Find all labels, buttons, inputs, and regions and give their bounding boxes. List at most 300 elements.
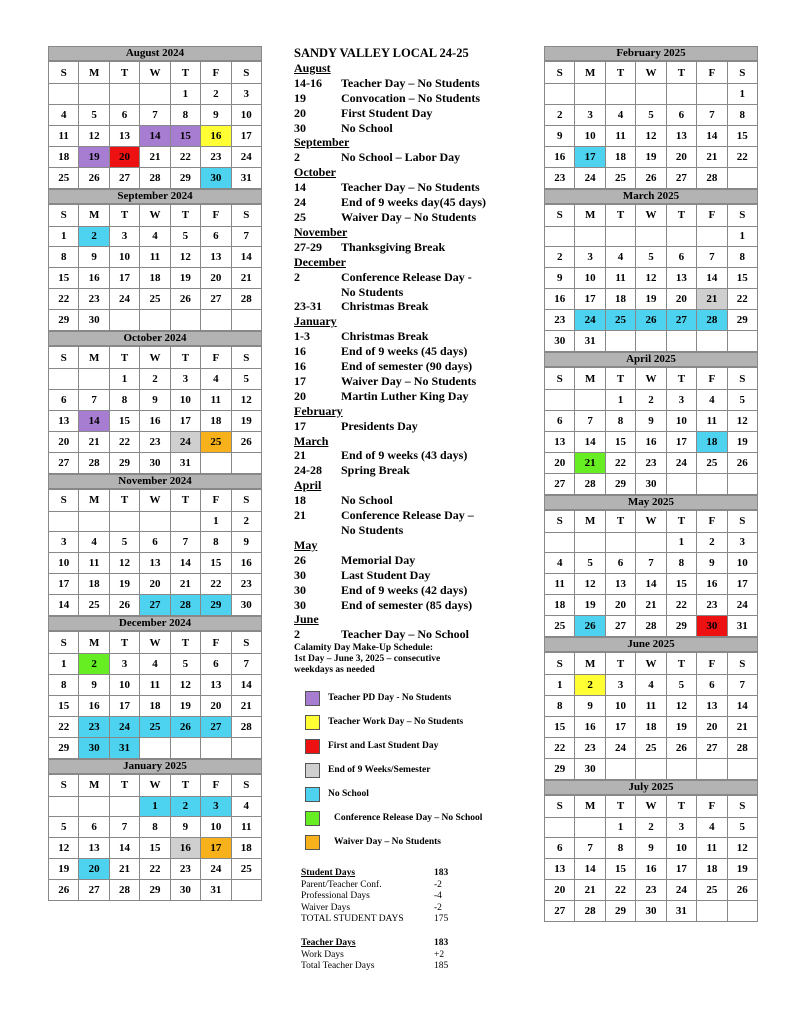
week-row [545, 758, 758, 779]
day-cell: 15 [545, 716, 575, 737]
weekday-label: T [666, 653, 696, 675]
day-cell: 4 [545, 553, 575, 574]
event-date: 2 [294, 150, 300, 165]
week-row [49, 574, 262, 595]
day-cell: 8 [109, 389, 139, 410]
weekday-header-row [49, 204, 262, 226]
day-cell: 16 [201, 125, 231, 146]
day-cell: 10 [49, 553, 79, 574]
day-cell [201, 452, 231, 473]
day-cell: 14 [231, 674, 261, 695]
week-row [49, 125, 262, 146]
schedule-event [294, 121, 524, 136]
event-date: 27-29 [294, 239, 322, 254]
day-cell: 16 [231, 553, 261, 574]
day-cell: 21 [636, 595, 666, 616]
day-cell: 30 [545, 331, 575, 352]
weekday-header-row [49, 62, 262, 84]
day-cell: 29 [170, 167, 200, 188]
day-cell: 21 [170, 574, 200, 595]
day-cell: 29 [140, 880, 170, 901]
event-text: Waiver Day – No Students [341, 373, 477, 388]
weekday-label: T [109, 632, 139, 654]
schedule-event [294, 344, 524, 359]
day-cell [49, 369, 79, 390]
schedule-event [294, 150, 524, 165]
day-cell: 6 [201, 654, 231, 675]
day-cell: 5 [231, 369, 261, 390]
day-cell [109, 310, 139, 331]
week-row [545, 247, 758, 268]
month-calendar [544, 780, 758, 923]
day-cell: 18 [49, 146, 79, 167]
day-cell: 21 [575, 452, 605, 473]
day-cell [79, 511, 109, 532]
day-cell: 27 [201, 289, 231, 310]
day-cell: 13 [201, 674, 231, 695]
day-cell: 16 [636, 859, 666, 880]
day-cell: 22 [201, 574, 231, 595]
day-cell: 1 [605, 817, 635, 838]
weekday-label: M [79, 347, 109, 369]
schedule-month: August [294, 60, 331, 75]
event-text: Thanksgiving Break [341, 239, 446, 254]
legend-swatch [305, 811, 320, 826]
week-row [49, 310, 262, 331]
weekday-label: T [170, 632, 200, 654]
day-cell: 8 [605, 838, 635, 859]
weekday-label: T [170, 774, 200, 796]
total-label: Parent/Teacher Conf. [301, 879, 382, 890]
day-cell: 28 [697, 167, 727, 188]
weekday-label: T [605, 795, 635, 817]
day-cell: 9 [170, 817, 200, 838]
day-cell: 27 [79, 880, 109, 901]
day-cell: 22 [727, 289, 757, 310]
day-cell: 26 [727, 880, 757, 901]
week-row [545, 532, 758, 553]
week-row [545, 473, 758, 494]
teacher-days-header [301, 938, 448, 950]
schedule-panel [294, 46, 524, 676]
day-cell: 30 [140, 452, 170, 473]
schedule-event [294, 419, 524, 434]
day-cell: 23 [697, 595, 727, 616]
day-cell: 11 [697, 410, 727, 431]
day-cell: 2 [545, 247, 575, 268]
day-cell: 6 [201, 226, 231, 247]
day-cell: 9 [79, 247, 109, 268]
day-cell: 14 [140, 125, 170, 146]
day-cell: 29 [49, 310, 79, 331]
weekday-label: F [697, 62, 727, 84]
weekday-label: M [79, 632, 109, 654]
event-text: Christmas Break [341, 329, 429, 344]
event-text: Last Student Day [341, 567, 431, 582]
day-cell [109, 511, 139, 532]
day-cell: 8 [666, 553, 696, 574]
day-cell: 17 [575, 289, 605, 310]
day-cell: 9 [636, 838, 666, 859]
weekday-label: S [727, 653, 757, 675]
day-cell: 4 [605, 104, 635, 125]
week-row [545, 695, 758, 716]
day-cell: 7 [575, 410, 605, 431]
day-cell: 13 [140, 553, 170, 574]
day-cell: 19 [49, 859, 79, 880]
day-cell: 18 [79, 574, 109, 595]
week-row [49, 817, 262, 838]
day-cell: 14 [170, 553, 200, 574]
week-row [49, 289, 262, 310]
day-cell: 11 [49, 125, 79, 146]
day-cell: 10 [201, 817, 231, 838]
day-cell: 28 [170, 595, 200, 616]
day-cell: 15 [49, 695, 79, 716]
day-cell: 25 [140, 289, 170, 310]
month-grid [544, 204, 758, 353]
weekday-label: S [727, 62, 757, 84]
month-calendar [48, 474, 262, 617]
day-cell: 17 [666, 859, 696, 880]
day-cell: 14 [636, 574, 666, 595]
event-text: Conference Release Day – [341, 508, 474, 523]
day-cell: 2 [636, 390, 666, 411]
weekday-label: W [636, 653, 666, 675]
day-cell: 28 [140, 167, 170, 188]
week-row [49, 146, 262, 167]
day-cell [575, 226, 605, 247]
student-days-rows [301, 880, 448, 926]
day-cell: 10 [666, 410, 696, 431]
week-row [545, 716, 758, 737]
day-cell: 26 [636, 310, 666, 331]
event-text: No School [341, 493, 393, 508]
weekday-label: T [170, 62, 200, 84]
day-cell [545, 532, 575, 553]
weekday-label: F [201, 632, 231, 654]
day-cell: 11 [140, 247, 170, 268]
event-text: Waiver Day – No Students [341, 209, 477, 224]
day-cell: 24 [666, 880, 696, 901]
schedule-month: December [294, 254, 346, 269]
day-cell [666, 84, 696, 105]
day-cell: 20 [109, 146, 139, 167]
schedule-month: October [294, 165, 336, 180]
day-cell: 15 [170, 125, 200, 146]
day-cell [109, 796, 139, 817]
event-date: 26 [294, 552, 306, 567]
day-cell: 8 [201, 532, 231, 553]
week-row [545, 880, 758, 901]
event-date: 30 [294, 567, 306, 582]
day-cell: 25 [231, 859, 261, 880]
day-cell [605, 84, 635, 105]
day-cell: 3 [231, 84, 261, 105]
day-cell: 1 [605, 390, 635, 411]
month-title: July 2025 [544, 780, 758, 795]
day-cell: 30 [79, 737, 109, 758]
weekday-header-row [49, 632, 262, 654]
day-cell [231, 737, 261, 758]
event-date: 14-16 [294, 75, 322, 90]
week-row [545, 390, 758, 411]
day-cell: 25 [545, 616, 575, 637]
week-row [49, 84, 262, 105]
day-cell: 21 [140, 146, 170, 167]
weekday-label: T [605, 204, 635, 226]
day-cell: 17 [605, 716, 635, 737]
day-cell [605, 331, 635, 352]
schedule-event [294, 299, 524, 314]
weekday-label: F [201, 774, 231, 796]
event-text: Presidents Day [341, 418, 418, 433]
day-cell: 31 [231, 167, 261, 188]
day-cell: 6 [545, 410, 575, 431]
day-cell: 4 [697, 817, 727, 838]
day-cell: 13 [666, 268, 696, 289]
day-cell [727, 473, 757, 494]
legend-label: End of 9 Weeks/Semester [328, 765, 431, 775]
day-cell [727, 758, 757, 779]
day-cell [79, 369, 109, 390]
day-cell [49, 796, 79, 817]
day-cell [231, 310, 261, 331]
day-cell [605, 226, 635, 247]
day-cell: 17 [109, 268, 139, 289]
week-row [49, 104, 262, 125]
weekday-label: F [697, 368, 727, 390]
day-cell: 3 [49, 532, 79, 553]
month-grid [48, 774, 262, 902]
day-cell: 16 [575, 716, 605, 737]
day-cell: 27 [109, 167, 139, 188]
event-date: 30 [294, 597, 306, 612]
weekday-label: S [727, 510, 757, 532]
day-cell: 30 [79, 310, 109, 331]
day-cell: 17 [109, 695, 139, 716]
day-cell [575, 390, 605, 411]
day-cell: 20 [666, 146, 696, 167]
day-cell: 11 [605, 125, 635, 146]
weekday-label: S [49, 489, 79, 511]
schedule-event [294, 523, 524, 538]
schedule-month: June [294, 612, 319, 627]
day-cell: 7 [697, 247, 727, 268]
day-cell: 14 [231, 247, 261, 268]
total-row [301, 891, 448, 903]
event-text: Conference Release Day - [341, 269, 472, 284]
day-cell [201, 737, 231, 758]
day-cell: 22 [140, 859, 170, 880]
day-cell: 2 [545, 104, 575, 125]
weekday-label: S [231, 62, 261, 84]
day-cell: 6 [605, 553, 635, 574]
legend-swatch [305, 835, 320, 850]
day-cell: 27 [545, 901, 575, 922]
week-row [49, 553, 262, 574]
month-grid [544, 367, 758, 495]
month-grid [48, 489, 262, 617]
weekday-header-row [545, 62, 758, 84]
week-row [545, 125, 758, 146]
day-cell: 19 [170, 695, 200, 716]
month-calendar [544, 46, 758, 189]
day-cell: 6 [49, 389, 79, 410]
week-row [49, 532, 262, 553]
day-cell: 13 [201, 247, 231, 268]
week-row [49, 716, 262, 737]
day-cell: 18 [697, 431, 727, 452]
weekday-label: W [140, 62, 170, 84]
day-cell: 7 [727, 675, 757, 696]
schedule-event [294, 180, 524, 195]
day-cell: 27 [605, 616, 635, 637]
legend-item [305, 806, 482, 830]
weekday-header-row [545, 653, 758, 675]
day-cell: 23 [545, 167, 575, 188]
event-text: No Students [341, 523, 404, 537]
day-cell [575, 817, 605, 838]
weekday-label: S [49, 204, 79, 226]
day-cell: 23 [79, 289, 109, 310]
day-cell: 15 [49, 268, 79, 289]
day-cell: 12 [231, 389, 261, 410]
day-cell: 31 [575, 331, 605, 352]
week-row [49, 796, 262, 817]
day-cell: 12 [727, 838, 757, 859]
weekday-label: M [575, 510, 605, 532]
event-text: End of semester (85 days) [341, 597, 473, 612]
day-cell: 24 [575, 310, 605, 331]
schedule-event [294, 568, 524, 583]
month-title: April 2025 [544, 352, 758, 367]
weekday-label: S [545, 368, 575, 390]
week-row [545, 310, 758, 331]
weekday-label: F [697, 653, 727, 675]
day-cell: 28 [636, 616, 666, 637]
month-grid [48, 631, 262, 759]
day-cell [140, 84, 170, 105]
day-cell: 12 [79, 125, 109, 146]
day-cell: 8 [605, 410, 635, 431]
calamity-line1: Calamity Day Make-Up Schedule: [294, 643, 434, 654]
day-cell [170, 511, 200, 532]
day-cell: 4 [605, 247, 635, 268]
legend-item [305, 758, 482, 782]
weekday-label: M [79, 489, 109, 511]
day-cell: 17 [666, 431, 696, 452]
schedule-month: November [294, 224, 348, 239]
week-row [545, 104, 758, 125]
legend-item [305, 710, 482, 734]
schedule-event [294, 583, 524, 598]
day-cell: 7 [231, 654, 261, 675]
event-date: 20 [294, 105, 306, 120]
event-date: 14 [294, 180, 306, 195]
week-row [545, 616, 758, 637]
teacher-days-rows [301, 950, 448, 973]
weekday-label: F [201, 62, 231, 84]
event-text: Martin Luther King Day [341, 388, 469, 403]
day-cell: 29 [727, 310, 757, 331]
event-date: 17 [294, 418, 306, 433]
month-grid [48, 204, 262, 332]
legend-item [305, 782, 482, 806]
weekday-label: S [231, 204, 261, 226]
day-cell: 17 [231, 125, 261, 146]
day-cell: 26 [109, 595, 139, 616]
day-cell [79, 84, 109, 105]
event-date: 2 [294, 269, 300, 284]
day-cell: 16 [79, 268, 109, 289]
day-cell: 8 [170, 104, 200, 125]
day-cell: 24 [231, 146, 261, 167]
day-cell: 27 [140, 595, 170, 616]
day-cell: 23 [170, 859, 200, 880]
day-cell: 9 [140, 389, 170, 410]
weekday-label: M [575, 795, 605, 817]
day-cell: 30 [636, 901, 666, 922]
day-cell [170, 737, 200, 758]
month-grid [544, 61, 758, 189]
day-cell: 20 [79, 859, 109, 880]
day-cell: 17 [201, 838, 231, 859]
schedule-event [294, 329, 524, 344]
weekday-label: T [109, 774, 139, 796]
legend-label: Teacher Work Day – No Students [328, 717, 464, 727]
event-date: 24-28 [294, 463, 322, 478]
weekday-label: F [697, 204, 727, 226]
month-calendar [48, 616, 262, 759]
day-cell [49, 84, 79, 105]
day-cell [605, 532, 635, 553]
day-cell: 22 [666, 595, 696, 616]
day-cell: 5 [79, 104, 109, 125]
day-cell: 25 [605, 310, 635, 331]
day-cell [697, 473, 727, 494]
schedule-event [294, 240, 524, 255]
weekday-label: S [231, 632, 261, 654]
weekday-label: M [575, 62, 605, 84]
day-cell: 28 [575, 901, 605, 922]
event-text: Teacher Day – No Students [341, 180, 480, 195]
day-cell: 2 [201, 84, 231, 105]
event-date: 16 [294, 359, 306, 374]
day-cell: 19 [79, 146, 109, 167]
weekday-header-row [49, 347, 262, 369]
day-cell: 20 [140, 574, 170, 595]
weekday-label: T [605, 653, 635, 675]
day-cell: 29 [109, 452, 139, 473]
total-label: Professional Days [301, 891, 370, 902]
day-cell: 9 [636, 410, 666, 431]
day-cell: 24 [605, 737, 635, 758]
day-cell: 3 [575, 104, 605, 125]
weekday-label: S [49, 632, 79, 654]
day-cell: 15 [666, 574, 696, 595]
day-cell: 31 [109, 737, 139, 758]
week-row [49, 167, 262, 188]
day-cell: 10 [109, 247, 139, 268]
day-cell: 4 [697, 390, 727, 411]
day-cell: 19 [109, 574, 139, 595]
student-days-value: 183 [434, 868, 449, 878]
day-cell: 26 [575, 616, 605, 637]
week-row [545, 675, 758, 696]
schedule-month: May [294, 537, 318, 552]
calamity-line2: 1st Day – June 3, 2025 – consecutive [294, 654, 441, 665]
